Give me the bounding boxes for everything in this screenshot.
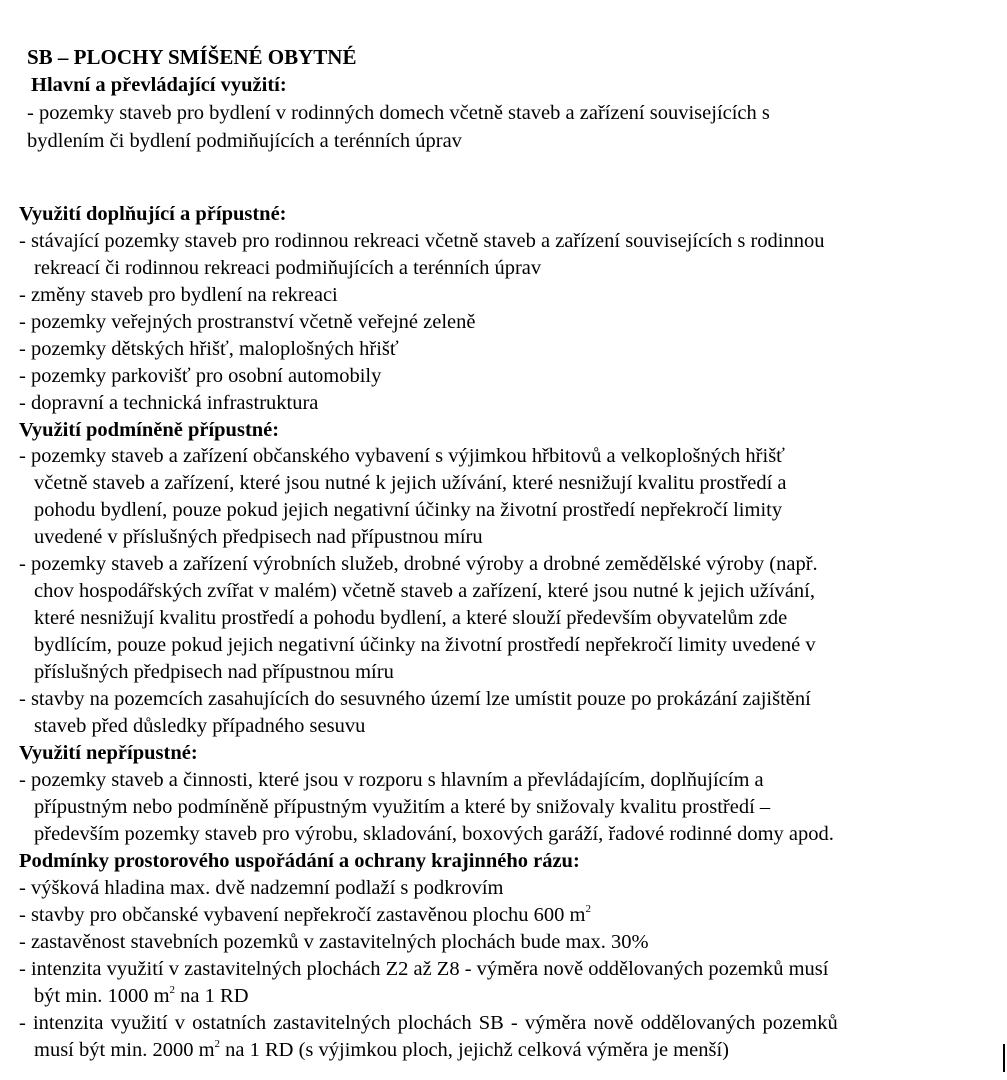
superscript-two: 2: [169, 984, 176, 996]
conditions-intensity-sb-line: - intenzita využití v ostatních zastavitelných plochách SB - výměra nově oddělovaných pozemků: [19, 1012, 838, 1034]
supplementary-line: - dopravní a technická infrastruktura: [19, 392, 319, 414]
supplementary-line: - pozemky parkovišť pro osobní automobily: [19, 365, 382, 387]
supplementary-line: - pozemky dětských hřišť, maloplošných hřišť: [19, 338, 399, 360]
conditions-civic-area-text: - stavby pro občanské vybavení nepřekročí zastavěnou plochu 600 m: [19, 904, 586, 926]
main-use-heading: Hlavní a převládající využití:: [31, 74, 287, 96]
intensity-z-text: být min. 1000 m: [34, 985, 170, 1007]
conditional-line: chov hospodářských zvířat v malém) včetně staveb a zařízení, které jsou nutné k jejich užívání,: [34, 580, 815, 602]
conditional-line: staveb před důsledky případného sesuvu: [34, 715, 366, 737]
conditional-line: příslušných předpisech nad přípustnou míru: [34, 661, 394, 683]
intensity-sb-text: musí být min. 2000 m: [34, 1039, 215, 1061]
intensity-sb-text-after: na 1 RD (s výjimkou ploch, jejichž celková výměra je menší): [220, 1039, 729, 1061]
conditional-line: - pozemky staveb a zařízení výrobních služeb, drobné výroby a drobné zemědělské výroby (např.: [19, 553, 818, 575]
conditions-civic-area-line: [19, 905, 591, 926]
supplementary-heading: Využití doplňující a přípustné:: [19, 203, 287, 225]
conditional-line: uvedené v příslušných předpisech nad přípustnou míru: [34, 526, 483, 548]
document-title: SB – PLOCHY SMÍŠENÉ OBYTNÉ: [27, 45, 357, 69]
supplementary-line: rekreací či rodinnou rekreaci podmiňujících a terénních úprav: [34, 257, 542, 279]
conditions-height-line: - výšková hladina max. dvě nadzemní podlaží s podkrovím: [19, 877, 504, 899]
prohibited-heading: Využití nepřípustné:: [19, 742, 198, 764]
prohibited-line: přípustným nebo podmíněně přípustným využitím a které by snižovaly kvalitu prostředí –: [34, 796, 771, 818]
main-use-line: - pozemky staveb pro bydlení v rodinných domech včetně staveb a zařízení souvisejících s: [27, 102, 770, 124]
intensity-z-text-after: na 1 RD: [175, 985, 249, 1007]
conditional-line: bydlícím, pouze pokud jejich negativní účinky na životní prostředí nepřekročí limity uvedené v: [34, 634, 816, 656]
supplementary-line: - pozemky veřejných prostranství včetně veřejné zeleně: [19, 311, 476, 333]
prohibited-line: - pozemky staveb a činnosti, které jsou v rozporu s hlavním a převládajícím, doplňujícím a: [19, 769, 764, 791]
main-use-line: bydlením či bydlení podmiňujících a terénních úprav: [27, 130, 462, 152]
conditions-intensity-sb-line: [34, 1040, 729, 1061]
conditional-line: včetně staveb a zařízení, které jsou nutné k jejich užívání, které nesnižují kvalitu prostředí a: [34, 472, 787, 494]
conditions-intensity-z-line: [34, 986, 249, 1007]
conditions-heading: Podmínky prostorového uspořádání a ochrany krajinného rázu:: [19, 850, 580, 872]
prohibited-line: především pozemky staveb pro výrobu, skladování, boxových garáží, řadové rodinné domy apod.: [34, 823, 834, 845]
conditions-intensity-z-line: - intenzita využití v zastavitelných plochách Z2 až Z8 - výměra nově oddělovaných pozemků musí: [19, 958, 829, 980]
conditions-build-up-line: - zastavěnost stavebních pozemků v zastavitelných plochách bude max. 30%: [19, 931, 649, 953]
superscript-two: 2: [585, 903, 591, 915]
supplementary-line: - změny staveb pro bydlení na rekreaci: [19, 284, 338, 306]
conditional-heading: Využití podmíněně přípustné:: [19, 419, 280, 441]
page-edge-divider: [1003, 1044, 1005, 1072]
supplementary-line: - stávající pozemky staveb pro rodinnou rekreaci včetně staveb a zařízení souvisejících s rodinnou: [19, 230, 825, 252]
superscript-two: 2: [214, 1038, 221, 1050]
conditional-line: které nesnižují kvalitu prostředí a pohodu bydlení, a které slouží především obyvatelům zde: [34, 607, 788, 629]
conditional-line: pohodu bydlení, pouze pokud jejich negativní účinky na životní prostředí nepřekročí limity: [34, 499, 783, 521]
conditional-line: - stavby na pozemcích zasahujících do sesuvného území lze umístit pouze po prokázání zajištění: [19, 688, 811, 710]
conditional-line: - pozemky staveb a zařízení občanského vybavení s výjimkou hřbitovů a velkoplošných hřišť: [19, 445, 785, 467]
